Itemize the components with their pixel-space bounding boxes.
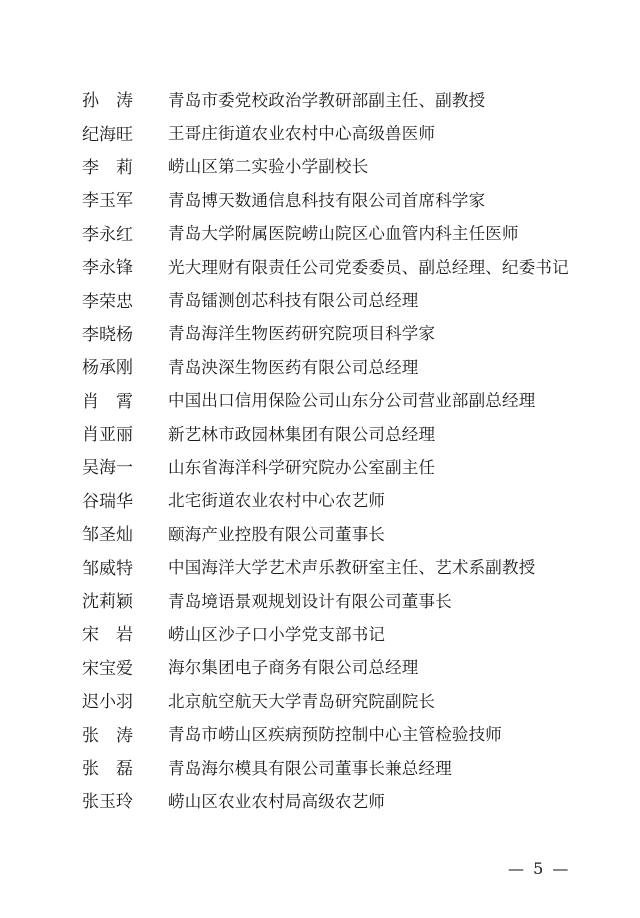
person-title: 崂山区沙子口小学党支部书记 <box>168 624 386 644</box>
person-name: 李 莉 <box>82 157 133 178</box>
person-title: 青岛镭测创芯科技有限公司总经理 <box>168 291 419 311</box>
list-item <box>82 249 602 282</box>
list-item <box>82 416 602 449</box>
person-name: 李永红 <box>82 224 133 245</box>
person-title: 崂山区第二实验小学副校长 <box>168 157 369 177</box>
person-name: 张玉玲 <box>82 792 133 813</box>
person-name: 李晓杨 <box>82 324 133 345</box>
list-item <box>82 716 602 749</box>
person-title: 山东省海洋科学研究院办公室副主任 <box>168 457 436 477</box>
person-title: 青岛境语景观规划设计有限公司董事长 <box>168 591 452 611</box>
list-item <box>82 449 602 482</box>
list-item <box>82 549 602 582</box>
person-name: 李荣忠 <box>82 291 133 312</box>
person-title: 王哥庄街道农业农村中心高级兽医师 <box>168 124 436 144</box>
list-item <box>82 483 602 516</box>
list-item <box>82 750 602 783</box>
person-name: 张 涛 <box>82 725 133 746</box>
list-item <box>82 282 602 315</box>
list-item <box>82 115 602 148</box>
person-name: 李永锋 <box>82 258 133 279</box>
person-title: 青岛泱深生物医药有限公司总经理 <box>168 357 419 377</box>
person-name: 沈莉颖 <box>82 592 133 613</box>
person-title: 青岛海洋生物医药研究院项目科学家 <box>168 324 436 344</box>
person-name: 纪海旺 <box>82 124 133 145</box>
list-item <box>82 216 602 249</box>
person-name: 邹圣灿 <box>82 525 133 546</box>
person-name: 邹威特 <box>82 558 133 579</box>
person-name: 张 磊 <box>82 759 133 779</box>
person-name: 迟小羽 <box>82 692 133 713</box>
list-item <box>82 516 602 549</box>
person-title: 青岛大学附属医院崂山院区心血管内科主任医师 <box>168 224 519 244</box>
list-item <box>82 182 602 215</box>
list-item <box>82 316 602 349</box>
person-name: 李玉军 <box>82 191 133 212</box>
person-title: 海尔集团电子商务有限公司总经理 <box>168 658 419 678</box>
person-title: 崂山区农业农村局高级农艺师 <box>168 791 386 811</box>
page-number: — 5 — <box>508 859 571 878</box>
person-title: 青岛市崂山区疾病预防控制中心主管检验技师 <box>168 725 502 745</box>
name-list <box>82 82 602 817</box>
person-name: 肖 霄 <box>82 391 133 412</box>
person-title: 中国海洋大学艺术声乐教研室主任、艺术系副教授 <box>168 558 536 578</box>
list-item <box>82 616 602 649</box>
person-title: 北宅街道农业农村中心农艺师 <box>168 491 386 511</box>
list-item <box>82 683 602 716</box>
person-title: 青岛博天数通信息科技有限公司首席科学家 <box>168 190 486 210</box>
person-title: 北京航空航天大学青岛研究院副院长 <box>168 691 436 711</box>
person-name: 宋 岩 <box>82 625 133 646</box>
person-name: 吴海一 <box>82 458 133 479</box>
person-name: 宋宝爱 <box>82 658 133 679</box>
list-item <box>82 383 602 416</box>
person-name: 谷瑞华 <box>82 491 133 512</box>
person-title: 颐海产业控股有限公司董事长 <box>168 524 386 544</box>
person-name: 肖亚丽 <box>82 425 133 446</box>
list-item <box>82 82 602 115</box>
person-title: 青岛海尔模具有限公司董事长兼总经理 <box>168 758 452 778</box>
list-item <box>82 650 602 683</box>
list-item <box>82 783 602 816</box>
person-name: 杨承刚 <box>82 358 133 379</box>
person-name: 孙 涛 <box>82 91 133 112</box>
person-title: 光大理财有限责任公司党委委员、副总经理、纪委书记 <box>168 257 569 277</box>
person-title: 青岛市委党校政治学教研部副主任、副教授 <box>168 90 486 110</box>
list-item <box>82 583 602 616</box>
list-item <box>82 149 602 182</box>
person-title: 新艺林市政园林集团有限公司总经理 <box>168 424 436 444</box>
list-item <box>82 349 602 382</box>
person-title: 中国出口信用保险公司山东分公司营业部副总经理 <box>168 391 536 411</box>
